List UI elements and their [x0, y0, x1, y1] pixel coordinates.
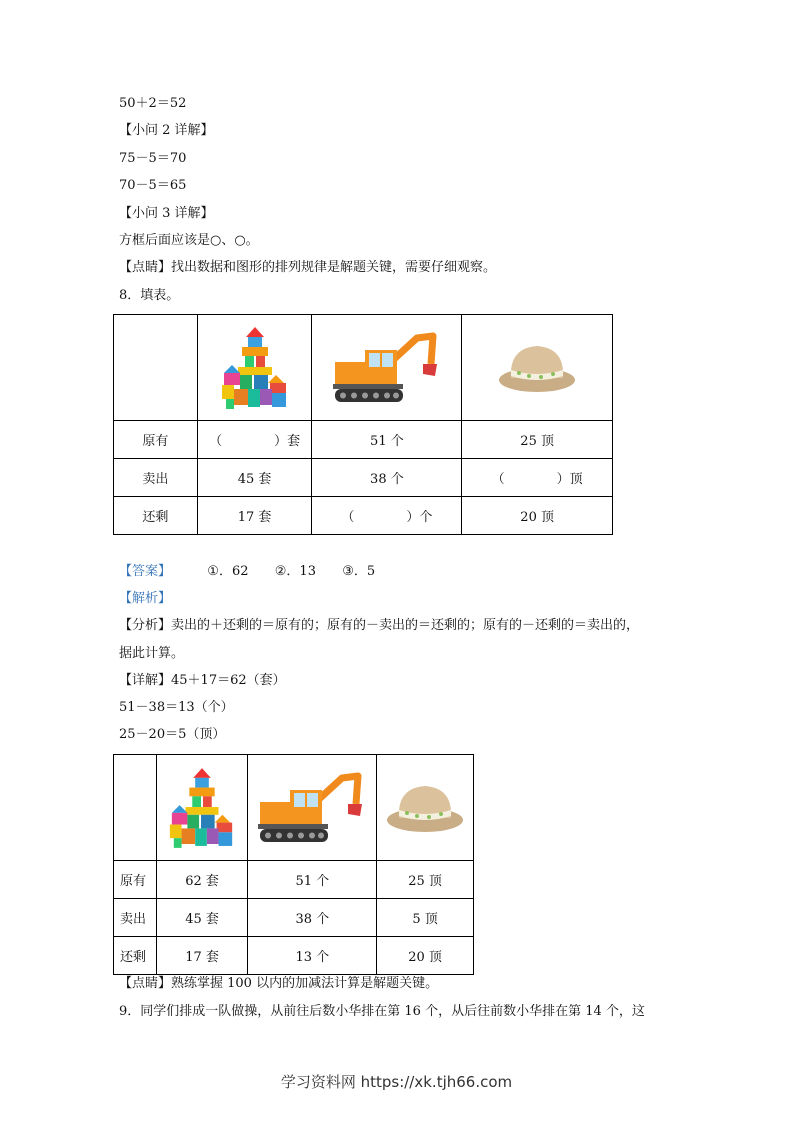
table-cell: 5 顶: [377, 899, 474, 937]
text-line: 70－5＝65: [119, 178, 187, 193]
table-cell: 25 顶: [462, 421, 613, 459]
table-row: [114, 861, 474, 899]
table-cell: （ ）顶: [462, 459, 613, 497]
hat-picture: [377, 755, 474, 861]
row-label: 还剩: [114, 497, 198, 535]
table-cell: 38 个: [248, 899, 377, 937]
row-label: 原有: [114, 861, 157, 899]
text-line: 75－5＝70: [119, 151, 187, 166]
answer-item: ③．5: [342, 564, 376, 579]
analysis-line: 据此计算。: [119, 646, 185, 661]
fill-table: [113, 314, 613, 535]
note-line: 【点睛】找出数据和图形的排列规律是解题关键，需要仔细观察。: [119, 260, 497, 275]
question-9-text: 9．同学们排成一队做操，从前往后数小华排在第 16 个，从后往前数小华排在第 14 个，这: [119, 1004, 645, 1019]
table-cell: （ ）套: [197, 421, 312, 459]
empty-corner-cell: [114, 315, 198, 421]
answer-table: [113, 754, 474, 975]
table-cell: 51 个: [248, 861, 377, 899]
table-row: [114, 899, 474, 937]
blocks-picture: [156, 755, 248, 861]
detail-line: 【详解】45＋17＝62（套）: [119, 673, 286, 688]
table-cell: 25 顶: [377, 861, 474, 899]
table-cell: 38 个: [312, 459, 462, 497]
text-line: 50＋2＝52: [119, 96, 187, 111]
row-label: 还剩: [114, 937, 157, 975]
table-cell: （ ）个: [312, 497, 462, 535]
detail-line: 51－38＝13（个）: [119, 700, 234, 715]
answer-tag: 【答案】: [119, 564, 172, 579]
table-cell: 17 套: [156, 937, 248, 975]
detail-line: 25－20＝5（顶）: [119, 727, 226, 742]
analysis-line: 【分析】卖出的＋还剩的＝原有的；原有的－卖出的＝还剩的；原有的－还剩的＝卖出的，: [119, 618, 640, 633]
hat-picture: [462, 315, 613, 421]
text-line: 方框后面应该是○、○。: [119, 233, 259, 248]
table-cell: 17 套: [197, 497, 312, 535]
question-8-title: 8．填表。: [119, 288, 180, 303]
answer-item: ②．13: [274, 564, 316, 579]
table-cell: 20 顶: [377, 937, 474, 975]
row-label: 卖出: [114, 459, 198, 497]
table-row: [114, 937, 474, 975]
section-heading: 【小问 3 详解】: [119, 206, 214, 221]
table-row: [114, 459, 613, 497]
picture-row: [114, 755, 474, 861]
analysis-tag: 【解析】: [119, 591, 172, 606]
empty-corner-cell: [114, 755, 157, 861]
blocks-picture: [197, 315, 312, 421]
table-row: [114, 497, 613, 535]
excavator-picture: [312, 315, 462, 421]
table-row: [114, 421, 613, 459]
picture-row: [114, 315, 613, 421]
table-cell: 62 套: [156, 861, 248, 899]
table-cell: 20 顶: [462, 497, 613, 535]
table-cell: 51 个: [312, 421, 462, 459]
excavator-picture: [248, 755, 377, 861]
page-footer: 学习资料网 https://xk.tjh66.com: [280, 1073, 513, 1091]
table-cell: 45 套: [156, 899, 248, 937]
answer-item: ①．62: [207, 564, 249, 579]
row-label: 原有: [114, 421, 198, 459]
note-line: 【点睛】熟练掌握 100 以内的加减法计算是解题关键。: [119, 976, 439, 991]
table-cell: 45 套: [197, 459, 312, 497]
section-heading: 【小问 2 详解】: [119, 123, 214, 138]
table-cell: 13 个: [248, 937, 377, 975]
answer-line: [119, 563, 375, 581]
row-label: 卖出: [114, 899, 157, 937]
